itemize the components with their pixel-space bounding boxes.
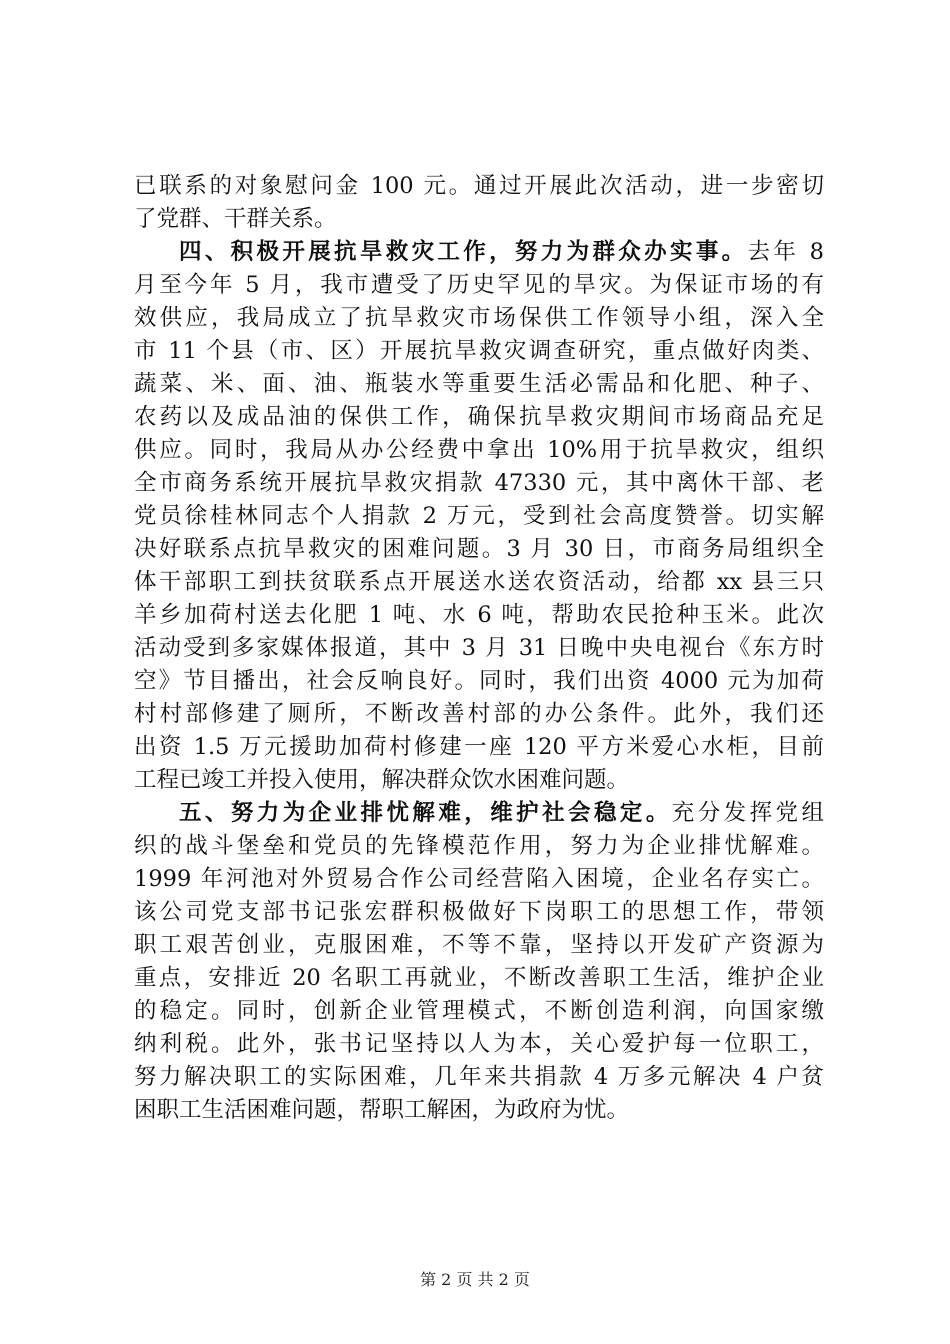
body-line: 1999 年河池对外贸易合作公司经营陷入困境，企业名存实亡。: [134, 866, 824, 892]
body-line: 织的战斗堡垒和党员的先锋模范作用，努力为企业排忧解难。: [134, 833, 824, 859]
page-number-label: 第 2 页 共 2 页: [420, 1270, 530, 1289]
section-heading-line: 四、积极开展抗旱救灾工作，努力为群众办实事。去年 8: [179, 239, 824, 265]
body-line: 困职工生活困难问题，帮职工解困，为政府为忧。: [134, 1097, 630, 1123]
body-line: 该公司党支部书记张宏群积极做好下岗职工的思想工作，带领: [134, 899, 824, 925]
body-line: 了党群、干群关系。: [134, 206, 337, 232]
body-line: 活动受到多家媒体报道，其中 3 月 31 日晚中央电视台《东方时: [134, 635, 824, 661]
section-heading-5: 五、努力为企业排忧解难，维护社会稳定。: [179, 800, 672, 826]
body-line: 工程已竣工并投入使用，解决群众饮水困难问题。: [134, 767, 630, 793]
body-line: 体干部职工到扶贫联系点开展送水送农资活动，给都 xx 县三只: [134, 569, 824, 595]
section-heading-line: 五、努力为企业排忧解难，维护社会稳定。充分发挥党组: [179, 800, 824, 826]
body-line: 重点，安排近 20 名职工再就业，不断改善职工生活，维护企业: [134, 965, 824, 991]
body-line: 出资 1.5 万元援助加荷村修建一座 120 平方米爱心水柜，目前: [134, 734, 824, 760]
body-line: 努力解决职工的实际困难，几年来共捐款 4 万多元解决 4 户贫: [134, 1064, 824, 1090]
body-line: 的稳定。同时，创新企业管理模式，不断创造利润，向国家缴: [134, 998, 824, 1024]
body-line: 供应。同时，我局从办公经费中拿出 10%用于抗旱救灾，组织: [134, 437, 824, 463]
body-line: 纳利税。此外，张书记坚持以人为本，关心爱护每一位职工，: [134, 1031, 824, 1057]
body-line: 农药以及成品油的保供工作，确保抗旱救灾期间市场商品充足: [134, 404, 824, 430]
body-line: 月至今年 5 月，我市遭受了历史罕见的旱灾。为保证市场的有: [134, 272, 824, 298]
body-line: 羊乡加荷村送去化肥 1 吨、水 6 吨，帮助农民抢种玉米。此次: [134, 602, 824, 628]
body-line: 村村部修建了厕所，不断改善村部的办公条件。此外，我们还: [134, 701, 824, 727]
body-line: 决好联系点抗旱救灾的困难问题。3 月 30 日，市商务局组织全: [134, 536, 824, 562]
body-line: 已联系的对象慰问金 100 元。通过开展此次活动，进一步密切: [134, 173, 824, 199]
section-heading-4: 四、积极开展抗旱救灾工作，努力为群众办实事。: [179, 239, 748, 265]
body-line: 空》节目播出，社会反响良好。同时，我们出资 4000 元为加荷: [134, 668, 824, 694]
body-line: 市 11 个县（市、区）开展抗旱救灾调查研究，重点做好肉类、: [134, 338, 824, 364]
body-line: 蔬菜、米、面、油、瓶装水等重要生活必需品和化肥、种子、: [134, 371, 824, 397]
body-line: 全市商务系统开展抗旱救灾捐款 47330 元，其中离休干部、老: [134, 470, 824, 496]
document-body: [134, 170, 824, 1127]
body-line: 党员徐桂林同志个人捐款 2 万元，受到社会高度赞誉。切实解: [134, 503, 824, 529]
body-line: 职工艰苦创业，克服困难，不等不靠，坚持以开发矿产资源为: [134, 932, 824, 958]
page-footer: [0, 1270, 950, 1290]
body-line: 效供应，我局成立了抗旱救灾市场保供工作领导小组，深入全: [134, 305, 824, 331]
